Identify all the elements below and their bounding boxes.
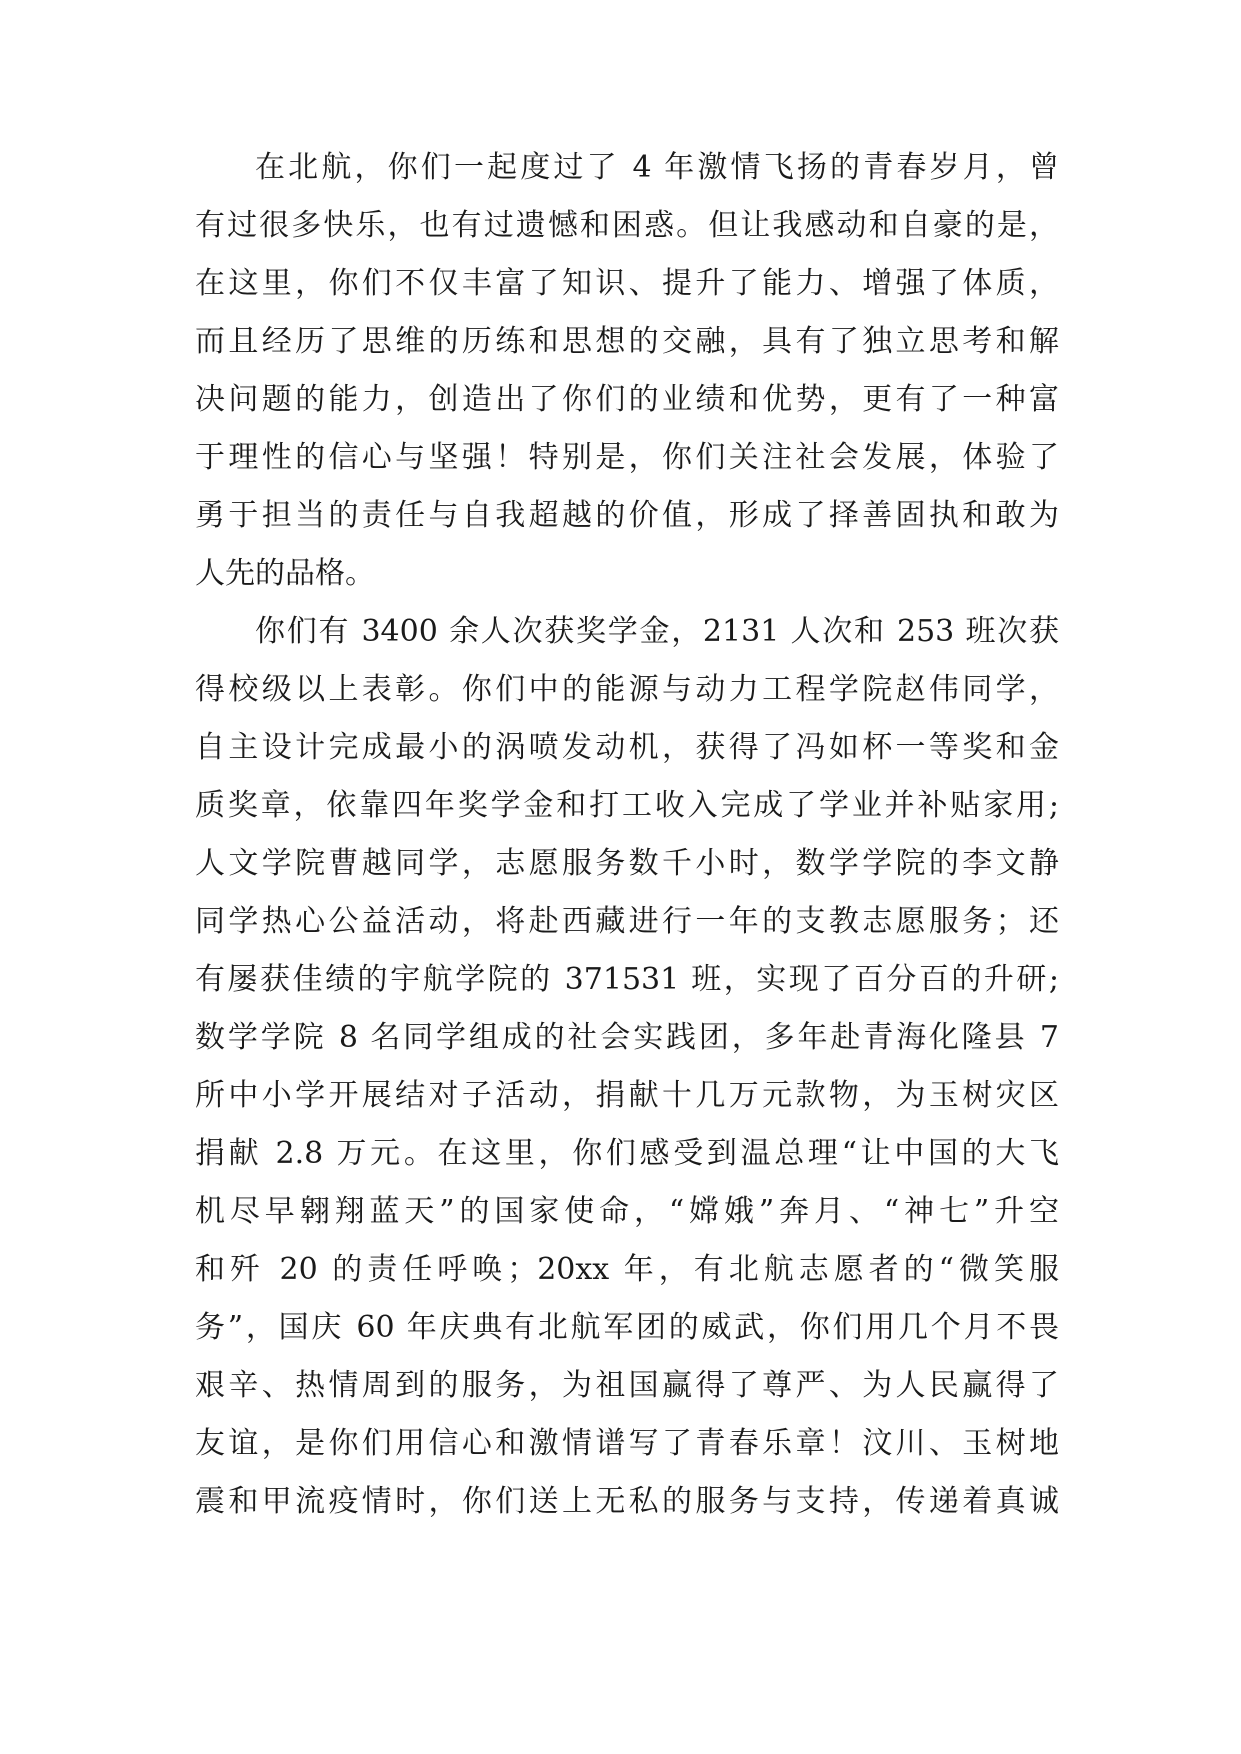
text-line: 机尽早翱翔蓝天”的国家使命，“嫦娥”奔月、“神七”升空 xyxy=(195,1194,1059,1229)
text-line: 勇于担当的责任与自我超越的价值，形成了择善固执和敢为 xyxy=(195,498,1059,533)
text-line: 和歼 20 的责任呼唤；20xx 年，有北航志愿者的“微笑服 xyxy=(195,1252,1059,1287)
text-line: 友谊，是你们用信心和激情谱写了青春乐章！汶川、玉树地 xyxy=(195,1426,1059,1461)
text-line: 在北航，你们一起度过了 4 年激情飞扬的青春岁月，曾 xyxy=(255,150,1059,185)
text-line: 人文学院曹越同学，志愿服务数千小时，数学学院的李文静 xyxy=(195,846,1059,881)
text-line: 震和甲流疫情时，你们送上无私的服务与支持，传递着真诚 xyxy=(195,1484,1059,1519)
text-line: 有过很多快乐，也有过遗憾和困惑。但让我感动和自豪的是， xyxy=(195,208,1059,243)
text-line: 人先的品格。 xyxy=(195,556,375,591)
text-line: 在这里，你们不仅丰富了知识、提升了能力、增强了体质， xyxy=(195,266,1059,301)
text-line: 数学学院 8 名同学组成的社会实践团，多年赴青海化隆县 7 xyxy=(195,1020,1059,1055)
text-line: 捐献 2.8 万元。在这里，你们感受到温总理“让中国的大飞 xyxy=(195,1136,1059,1171)
text-line: 质奖章，依靠四年奖学金和打工收入完成了学业并补贴家用; xyxy=(195,788,1059,823)
text-line: 而且经历了思维的历练和思想的交融，具有了独立思考和解 xyxy=(195,324,1059,359)
text-line: 你们有 3400 余人次获奖学金，2131 人次和 253 班次获 xyxy=(255,614,1059,649)
text-line: 有屡获佳绩的宇航学院的 371531 班，实现了百分百的升研; xyxy=(195,962,1059,997)
text-line: 所中小学开展结对子活动，捐献十几万元款物，为玉树灾区 xyxy=(195,1078,1059,1113)
text-line: 得校级以上表彰。你们中的能源与动力工程学院赵伟同学， xyxy=(195,672,1059,707)
text-line: 同学热心公益活动，将赴西藏进行一年的支教志愿服务；还 xyxy=(195,904,1059,939)
text-line: 自主设计完成最小的涡喷发动机，获得了冯如杯一等奖和金 xyxy=(195,730,1059,765)
text-line: 艰辛、热情周到的服务，为祖国赢得了尊严、为人民赢得了 xyxy=(195,1368,1059,1403)
text-line: 于理性的信心与坚强！特别是，你们关注社会发展，体验了 xyxy=(195,440,1059,475)
text-line: 决问题的能力，创造出了你们的业绩和优势，更有了一种富 xyxy=(195,382,1059,417)
text-line: 务”，国庆 60 年庆典有北航军团的威武，你们用几个月不畏 xyxy=(195,1310,1059,1345)
